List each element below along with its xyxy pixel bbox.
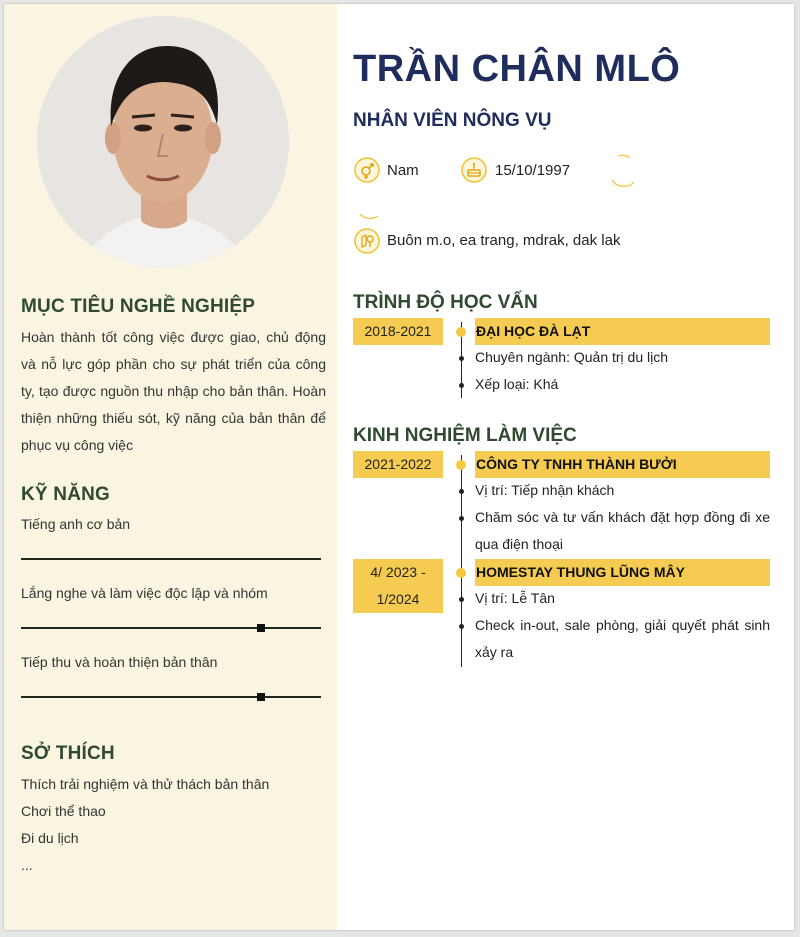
job-title: NHÂN VIÊN NÔNG VỤ xyxy=(353,110,552,131)
avatar xyxy=(37,16,289,268)
entry-detail: Vị trí: Lễ Tân xyxy=(475,590,555,606)
date-box xyxy=(353,559,443,613)
bullet-dot xyxy=(459,356,464,361)
entry-detail: Xếp loại: Khá xyxy=(475,376,559,392)
entry-title: ĐẠI HỌC ĐÀ LẠT xyxy=(475,318,770,345)
hobby-item: Đi du lịch xyxy=(21,830,79,846)
skill-level-marker xyxy=(257,624,265,632)
birthday-cake-icon xyxy=(461,157,487,183)
skills-heading: KỸ NĂNG xyxy=(21,484,111,505)
timeline-dot xyxy=(456,327,466,337)
objective-heading: MỤC TIÊU NGHỀ NGHIỆP xyxy=(21,296,256,317)
hobby-item: Chơi thể thao xyxy=(21,803,106,819)
date-line: 4/ 2023 - xyxy=(370,564,426,580)
skill-bar xyxy=(21,558,321,560)
skill-label: Tiếng anh cơ bản xyxy=(21,516,131,532)
bullet-dot xyxy=(459,597,464,602)
entry-detail: Chuyên ngành: Quản trị du lịch xyxy=(475,349,669,365)
date-line: 1/2024 xyxy=(376,591,420,607)
bullet-dot xyxy=(459,489,464,494)
date-box: 2021-2022 xyxy=(353,451,443,478)
gender-value: Nam xyxy=(387,162,419,179)
skill-label: Tiếp thu và hoàn thiện bản thân xyxy=(21,654,218,670)
date-box: 2018-2021 xyxy=(353,318,443,345)
bullet-dot xyxy=(459,516,464,521)
profile-photo xyxy=(37,16,289,268)
entry-detail: Vị trí: Tiếp nhận khách xyxy=(475,482,615,498)
entry-detail: Chăm sóc và tư vấn khách đặt hợp đồng đi xe qua điện thoại xyxy=(475,509,770,552)
skill-bar xyxy=(21,627,321,629)
entry-title: HOMESTAY THUNG LŨNG MÂY xyxy=(475,559,770,586)
entry-title: CÔNG TY TNHH THÀNH BƯỞI xyxy=(475,451,770,478)
address-value: Buôn m.o, ea trang, mdrak, dak lak xyxy=(387,232,621,249)
experience-heading: KINH NGHIỆM LÀM VIỆC xyxy=(353,425,577,446)
birthday-value: 15/10/1997 xyxy=(495,162,571,179)
hobbies-heading: SỞ THÍCH xyxy=(21,743,115,764)
objective-text: Hoàn thành tốt công việc được giao, chủ động và nỗ lực góp phần cho sự phát triển của công ty, tạo được nguồn thu nhập cho bản thân. Hoàn thiện những thiếu sót, kỹ năng của bản thân để phục vụ công việc xyxy=(21,329,326,453)
education-heading: TRÌNH ĐỘ HỌC VẤN xyxy=(353,292,538,313)
full-name: TRẦN CHÂN MLÔ xyxy=(353,48,681,90)
skill-bar xyxy=(21,696,321,698)
timeline-dot xyxy=(456,460,466,470)
sidebar xyxy=(4,4,337,930)
decorative-arc-icon xyxy=(356,208,384,222)
timeline-line xyxy=(461,455,462,667)
skill-label: Lắng nghe và làm việc độc lập và nhóm xyxy=(21,585,268,601)
hobby-item: ... xyxy=(21,857,33,873)
cv-page xyxy=(4,4,794,930)
hobby-item: Thích trải nghiệm và thử thách bản thân xyxy=(21,776,270,792)
bullet-dot xyxy=(459,383,464,388)
map-pin-icon xyxy=(354,228,380,254)
entry-detail: Check in-out, sale phòng, giải quyết phát sinh xảy ra xyxy=(475,617,770,660)
bullet-dot xyxy=(459,624,464,629)
timeline-dot xyxy=(456,568,466,578)
skill-level-marker xyxy=(257,693,265,701)
gender-icon xyxy=(354,157,380,183)
decorative-arc-icon xyxy=(608,154,638,190)
